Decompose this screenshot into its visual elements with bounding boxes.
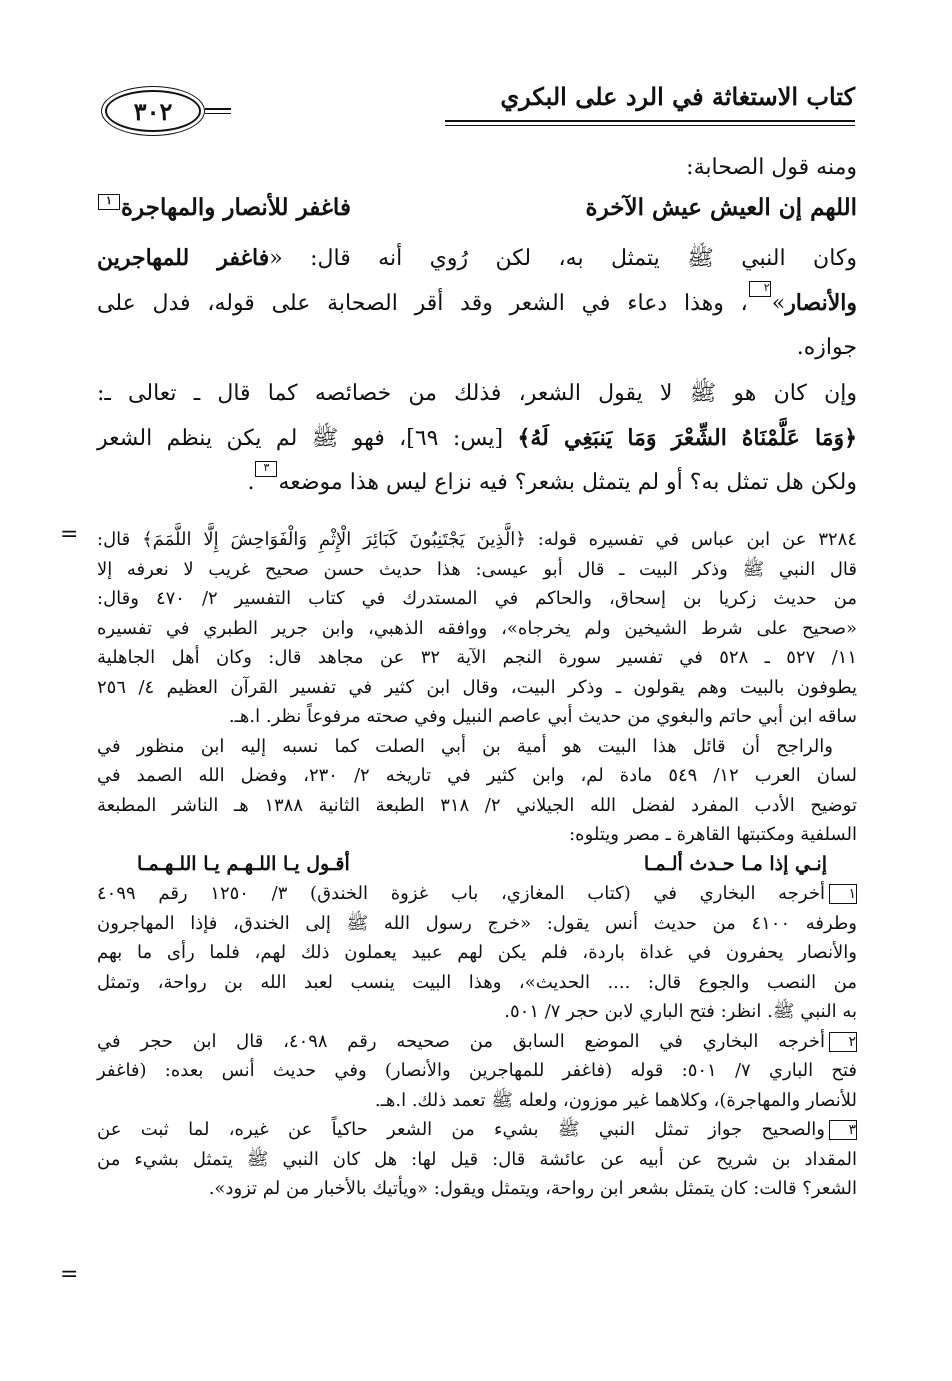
poem-hemistich-right: اللهم إن العيش عيش الآخرة — [585, 194, 857, 221]
footnote-marker: ١ — [98, 194, 120, 210]
poem-verse — [97, 194, 857, 221]
p2-text-c: ولكن هل تمثل به؟ أو لم يتمثل بشعر؟ فيه نزاع ليس هذا موضعه — [278, 470, 857, 495]
page-number-rule — [205, 108, 231, 114]
fn-cont-line: ساقه ابن أبي حاتم والبغوي من حديث أبي عاصم النبيل وفي صحته مرفوعاً نظر. ا.هـ. — [228, 706, 857, 727]
footnote-1-line: من النصب والجوع قال: .... الحديث»، وهذا البيت ينسب لعبد الله بن رواحة، وتمثل — [97, 971, 857, 993]
footnote-3-line: الشعر؟ قالت: كان يتمثل بشعر ابن رواحة، ويتمثل ويقول: «ويأتيك بالأخبار من لم تزود». — [208, 1178, 857, 1199]
main-paragraph-2 — [97, 372, 857, 505]
fn-cont-line: يطوفون بالبيت وهم يقولون ـ وذكر البيت، وقال ابن كثير في تفسير القرآن العظيم ٤/ ٢٥٦ — [97, 676, 857, 698]
book-title: كتاب الاستغاثة في الرد على البكري — [500, 82, 855, 111]
footnote-marker: ٢ — [749, 281, 771, 297]
footnotes-area — [97, 525, 857, 1204]
footnote-1-line — [97, 879, 857, 909]
p1-quote-bold: فاغفر للمهاجرين — [97, 245, 270, 271]
main-text-intro — [97, 146, 857, 190]
p1-line-1 — [97, 236, 857, 281]
p2-text-b: [يس: ٦٩]، فهو ﷺ لم يكن ينظم الشعر — [97, 426, 518, 451]
p1-text-b: » — [771, 291, 786, 316]
p2-line-3 — [97, 461, 857, 505]
footnote-number-box: ١ — [829, 884, 857, 904]
page-header — [95, 76, 855, 138]
footnote-1-line: وطرفه ٤١٠٠ من حديث أنس يقول: «خرج رسول الله ﷺ إلى الخندق، فإذا المهاجرون — [97, 912, 857, 934]
footnote-2-line: فتح الباري ٧/ ٥٠١: قوله (فاغفر للمهاجرين والأنصار) وفي حديث أنس بعده: (فاغفر — [97, 1060, 857, 1081]
fn-cont-line: من حديث زكريا بن إسحاق، والحاكم في المستدرك في كتاب التفسير ٢/ ٤٧٠ وقال: — [97, 588, 857, 609]
page-number-frame — [105, 90, 201, 132]
footnote-2-line: للأنصار والمهاجرة)، وكلاهما غير موزون، ولعله ﷺ تعمد ذلك. ا.هـ. — [374, 1089, 857, 1111]
footnote-verse — [97, 850, 857, 880]
footnote-1-line: والأنصار يحفرون في غداة باردة، فلم يكن لهم عبيد يعملون ذلك لهم، فلما رأى ما بهم — [97, 942, 857, 963]
p2-line-2 — [97, 416, 857, 461]
continuation-mark-bottom: = — [60, 1262, 79, 1287]
poem-hemistich-left — [97, 194, 351, 221]
fn-cont-line: «صحيح على شرط الشيخين ولم يخرجاه»، ووافقه الذهبي، وابن جرير الطبري في تفسيره — [97, 617, 857, 639]
page-number: ٣٠٢ — [133, 96, 173, 126]
p1-quote-bold-2: والأنصار — [785, 290, 857, 316]
p1-text-c: ، وهذا دعاء في الشعر وقد أقر الصحابة على قوله، فدل على — [97, 291, 748, 316]
fn-rajih-line: والراجح أن قائل هذا البيت هو أمية بن أبي الصلت كما نسبه إليه ابن منظور في — [97, 735, 833, 757]
p2-text-d: . — [247, 470, 255, 495]
footnote-3-line: المقداد بن شريح عن أبيه عن عائشة قال: قيل لها: هل كان النبي ﷺ يتمثل بشيء من — [97, 1148, 857, 1170]
footnote-1-line: به النبي ﷺ. انظر: فتح الباري لابن حجر ٧/ ٥٠١. — [504, 1001, 857, 1022]
fn1-text: أخرجه البخاري في (كتاب المغازي، باب غزوة الخندق) ٣/ ١٢٥٠ رقم ٤٠٩٩ — [97, 883, 825, 904]
fn-rajih-line: لسان العرب ١٢/ ٥٤٩ مادة لم، وابن كثير في تاريخه ٢/ ٢٣٠، وفضل الله الصمد في — [97, 765, 857, 786]
fn-verse-left: أقـول يـا اللـهـم يـا اللـهـمـا — [137, 852, 350, 875]
fn-rajih-line: السلفية ومكتبتها القاهرة ـ مصر ويتلوه: — [569, 824, 857, 845]
p1-text-a: وكان النبي ﷺ يتمثل به، لكن رُوي أنه قال: « — [269, 246, 858, 271]
p1-line-3: جوازه. — [796, 335, 857, 360]
intro-line: ومنه قول الصحابة: — [686, 155, 857, 180]
footnote-3-line — [97, 1115, 857, 1145]
poem-hemistich-left-text: فاغفر للأنصار والمهاجرة — [121, 194, 351, 221]
quran-verse: ﴿وَمَا عَلَّمْنَاهُ الشِّعْرَ وَمَا يَنبَغِي لَهُ﴾ — [517, 425, 857, 451]
p2-line-1: وإن كان هو ﷺ لا يقول الشعر، فذلك من خصائصه كما قال ـ تعالى ـ: — [97, 381, 857, 406]
header-rule — [445, 120, 855, 126]
fn-cont-line: قال النبي ﷺ وذكر البيت ـ قال أبو عيسى: هذا حديث حسن صحيح غريب لا نعرفه إلا — [97, 558, 857, 580]
p1-line-2 — [97, 281, 857, 326]
fn-cont-line: ١١/ ٥٢٧ ـ ٥٢٨ في تفسير سورة النجم الآية ٣٢ عن مجاهد قال: وكان أهل الجاهلية — [97, 647, 858, 668]
footnote-marker: ٣ — [255, 461, 277, 477]
footnote-2-line — [97, 1027, 857, 1057]
footnote-number-box: ٢ — [829, 1032, 857, 1052]
fn3-text: والصحيح جواز تمثل النبي ﷺ بشيء من الشعر حاكياً عن غيره، لما ثبت عن — [97, 1119, 825, 1140]
continuation-mark-top: = — [60, 522, 79, 547]
main-paragraph-1 — [97, 236, 857, 370]
footnote-number-box: ٣ — [829, 1120, 857, 1140]
fn-rajih-line: توضيح الأدب المفرد لفضل الله الجيلاني ٢/ ٣١٨ الطبعة الثانية ١٣٨٨ هـ الناشر المطبعة — [97, 794, 857, 816]
fn-cont-line: ٣٢٨٤ عن ابن عباس في تفسيره قوله: ﴿الَّذِينَ يَجْتَنِبُونَ كَبَائِرَ الْإِثْمِ وَالْفَوَاحِشَ إِلَّا اللَّمَمَ﴾ قال: — [97, 529, 857, 550]
fn2-text: أخرجه البخاري في الموضع السابق من صحيحه رقم ٤٠٩٨، قال ابن حجر في — [97, 1030, 825, 1052]
fn-verse-right: إنـي إذا مـا حـدث ألـمـا — [643, 852, 827, 875]
